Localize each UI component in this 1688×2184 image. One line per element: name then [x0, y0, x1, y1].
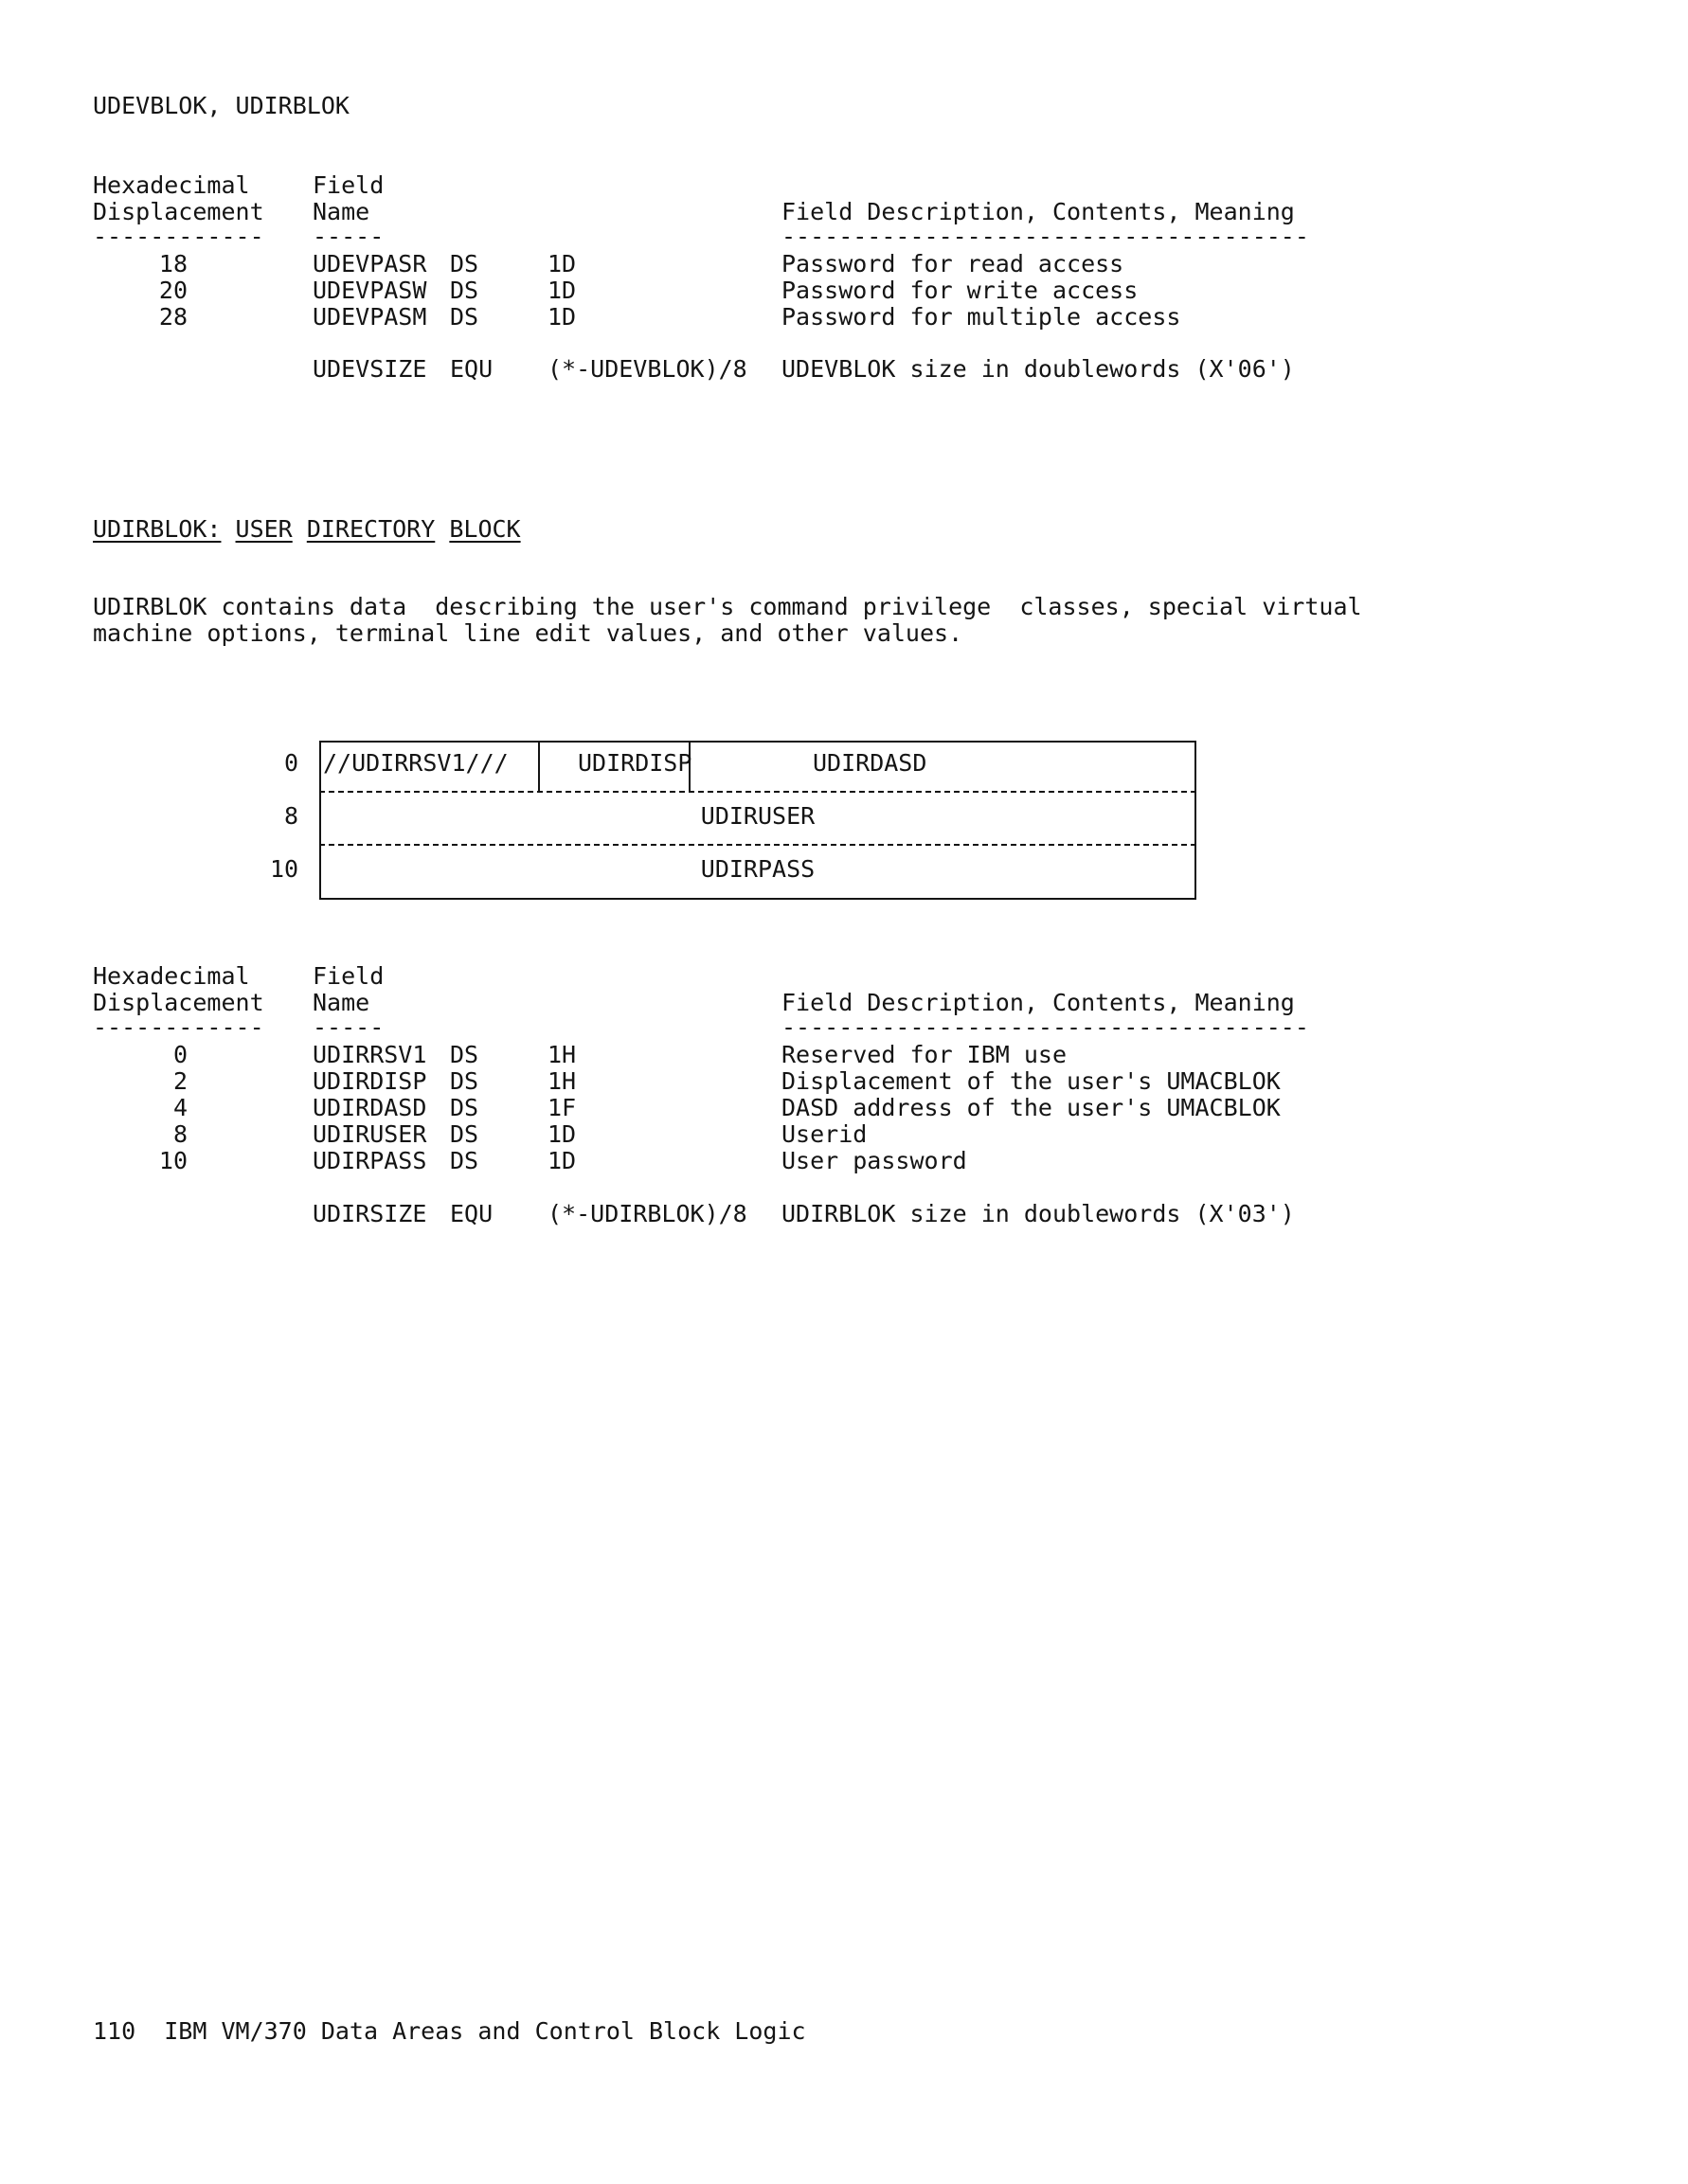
equ-op: EQU: [450, 1200, 494, 1227]
diagram-cell-dasd: UDIRDASD: [813, 749, 927, 777]
col-rule-name: -----: [313, 223, 385, 250]
row-displacement: 20: [158, 277, 188, 304]
row-displacement: 8: [172, 1120, 188, 1148]
row-field-name: UDIRUSER: [313, 1120, 427, 1148]
col-rule-displacement: ------------: [93, 223, 264, 250]
diagram-offset: 10: [270, 855, 299, 883]
row-operand: 1D: [548, 250, 577, 277]
section-title: [93, 516, 521, 543]
row-field-name: UDIRRSV1: [313, 1041, 427, 1068]
diagram-cell-pass: UDIRPASS: [700, 855, 816, 883]
row-description: Password for write access: [781, 277, 1139, 304]
row-op: DS: [450, 1120, 479, 1148]
equ-description: UDIRBLOK size in doublewords (X'03'): [781, 1200, 1295, 1227]
section-title-word: DIRECTORY: [306, 515, 436, 543]
row-field-name: UDEVPASM: [313, 303, 427, 331]
row-op: DS: [450, 250, 479, 277]
row-operand: 1D: [548, 1120, 577, 1148]
section-description-line: UDIRBLOK contains data describing the user's command privilege classes, special virtual: [93, 593, 1362, 620]
equ-name: UDIRSIZE: [313, 1200, 427, 1227]
row-description: User password: [781, 1147, 967, 1174]
section-title-word: BLOCK: [449, 515, 521, 543]
col-header-displacement: Displacement: [93, 198, 264, 225]
equ-operand: (*-UDIRBLOK)/8: [548, 1200, 747, 1227]
row-op: DS: [450, 303, 479, 331]
row-description: DASD address of the user's UMACBLOK: [781, 1094, 1281, 1121]
section-title-name: UDIRBLOK:: [93, 515, 222, 543]
diagram-cell-disp: UDIRDISP: [578, 749, 692, 777]
row-description: Displacement of the user's UMACBLOK: [781, 1067, 1281, 1095]
equ-name: UDEVSIZE: [313, 355, 427, 383]
row-field-name: UDEVPASW: [313, 277, 427, 304]
row-op: DS: [450, 1094, 479, 1121]
col-rule-description: -------------------------------------: [781, 223, 1309, 250]
row-description: Password for read access: [781, 250, 1124, 277]
row-displacement: 0: [172, 1041, 188, 1068]
col-header-name: Name: [313, 989, 370, 1016]
row-op: DS: [450, 1147, 479, 1174]
diagram-cell-user: UDIRUSER: [700, 802, 816, 830]
col-rule-description: -------------------------------------: [781, 1013, 1309, 1041]
row-field-name: UDIRDISP: [313, 1067, 427, 1095]
row-operand: 1H: [548, 1067, 577, 1095]
col-header-description: Field Description, Contents, Meaning: [781, 198, 1295, 225]
row-field-name: UDIRDASD: [313, 1094, 427, 1121]
col-header-displacement: Displacement: [93, 989, 264, 1016]
col-header-name: Name: [313, 198, 370, 225]
row-displacement: 18: [158, 250, 188, 277]
col-header-field: Field: [313, 962, 385, 990]
equ-operand: (*-UDEVBLOK)/8: [548, 355, 747, 383]
col-rule-displacement: ------------: [93, 1013, 264, 1041]
row-displacement: 28: [158, 303, 188, 331]
col-rule-name: -----: [313, 1013, 385, 1041]
row-field-name: UDIRPASS: [313, 1147, 427, 1174]
col-header-field: Field: [313, 171, 385, 199]
row-operand: 1H: [548, 1041, 577, 1068]
equ-description: UDEVBLOK size in doublewords (X'06'): [781, 355, 1295, 383]
section-description-line: machine options, terminal line edit values, and other values.: [93, 619, 963, 647]
diagram-offset: 0: [283, 749, 298, 777]
running-header: UDEVBLOK, UDIRBLOK: [93, 92, 350, 119]
row-op: DS: [450, 1041, 479, 1068]
row-displacement: 4: [172, 1094, 188, 1121]
diagram-row-divider: [319, 791, 1196, 793]
row-description: Userid: [781, 1120, 868, 1148]
row-operand: 1D: [548, 277, 577, 304]
row-displacement: 10: [158, 1147, 188, 1174]
row-operand: 1D: [548, 1147, 577, 1174]
row-op: DS: [450, 1067, 479, 1095]
row-operand: 1F: [548, 1094, 577, 1121]
row-displacement: 2: [172, 1067, 188, 1095]
page-footer: 110 IBM VM/370 Data Areas and Control Block Logic: [93, 2017, 806, 2045]
col-header-description: Field Description, Contents, Meaning: [781, 989, 1295, 1016]
row-operand: 1D: [548, 303, 577, 331]
col-header-hexadecimal: Hexadecimal: [93, 962, 250, 990]
equ-op: EQU: [450, 355, 494, 383]
row-op: DS: [450, 277, 479, 304]
diagram-cell-divider: [538, 741, 540, 791]
col-header-hexadecimal: Hexadecimal: [93, 171, 250, 199]
diagram-row-divider: [319, 844, 1196, 846]
diagram-cell-reserved: //UDIRRSV1///: [323, 749, 509, 777]
row-field-name: UDEVPASR: [313, 250, 427, 277]
diagram-offset: 8: [283, 802, 298, 830]
row-description: Reserved for IBM use: [781, 1041, 1068, 1068]
row-description: Password for multiple access: [781, 303, 1181, 331]
section-title-word: USER: [235, 515, 293, 543]
